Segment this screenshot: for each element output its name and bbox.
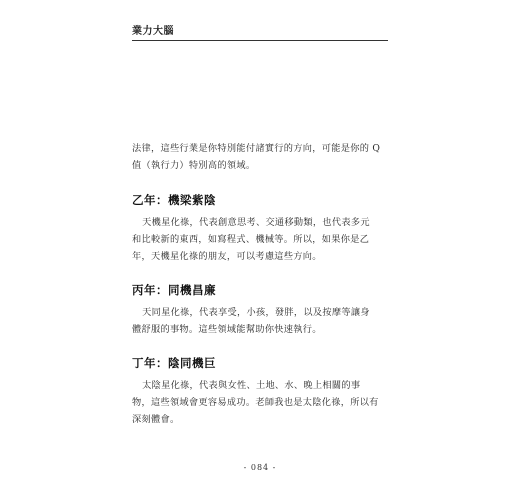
page-body — [132, 140, 388, 443]
header-rule — [132, 40, 388, 41]
section-bing-year — [132, 280, 388, 338]
text-line: 法律，這些行業是你特別能付諸實行的方向，可能是你的 Q — [132, 143, 381, 154]
section-heading: 丁年：陰同機巨 — [132, 356, 216, 370]
page-number: - 084 - — [243, 463, 277, 472]
text-line: 和比較新的東西，如寫程式、機械等。所以，如果你是乙 — [132, 234, 370, 245]
section-ding-year — [132, 353, 388, 428]
text-line: 年，天機星化祿的朋友，可以考慮這些方向。 — [132, 251, 322, 262]
section-heading: 丙年：同機昌廉 — [132, 283, 216, 297]
text-line: 體舒服的事物。這些領域能幫助你快速執行。 — [132, 324, 322, 335]
text-line: 深刻體會。 — [132, 414, 180, 425]
text-line: 天機星化祿，代表創意思考、交通移動類，也代表多元 — [142, 217, 370, 228]
text-line: 物，這些領域會更容易成功。老師我也是太陰化祿，所以有 — [132, 397, 379, 408]
running-head: 業力大腦 — [132, 26, 174, 37]
intro-paragraph — [132, 140, 388, 174]
text-line: 太陰星化祿，代表與女性、土地、水、晚上相關的事 — [142, 380, 361, 391]
section-heading: 乙年：機梁紫陰 — [132, 193, 216, 207]
text-line: 天同星化祿，代表享受，小孩，發胖，以及按摩等讓身 — [142, 307, 370, 318]
section-yi-year — [132, 190, 388, 265]
text-line: 值（執行力）特別高的領域。 — [132, 160, 256, 171]
